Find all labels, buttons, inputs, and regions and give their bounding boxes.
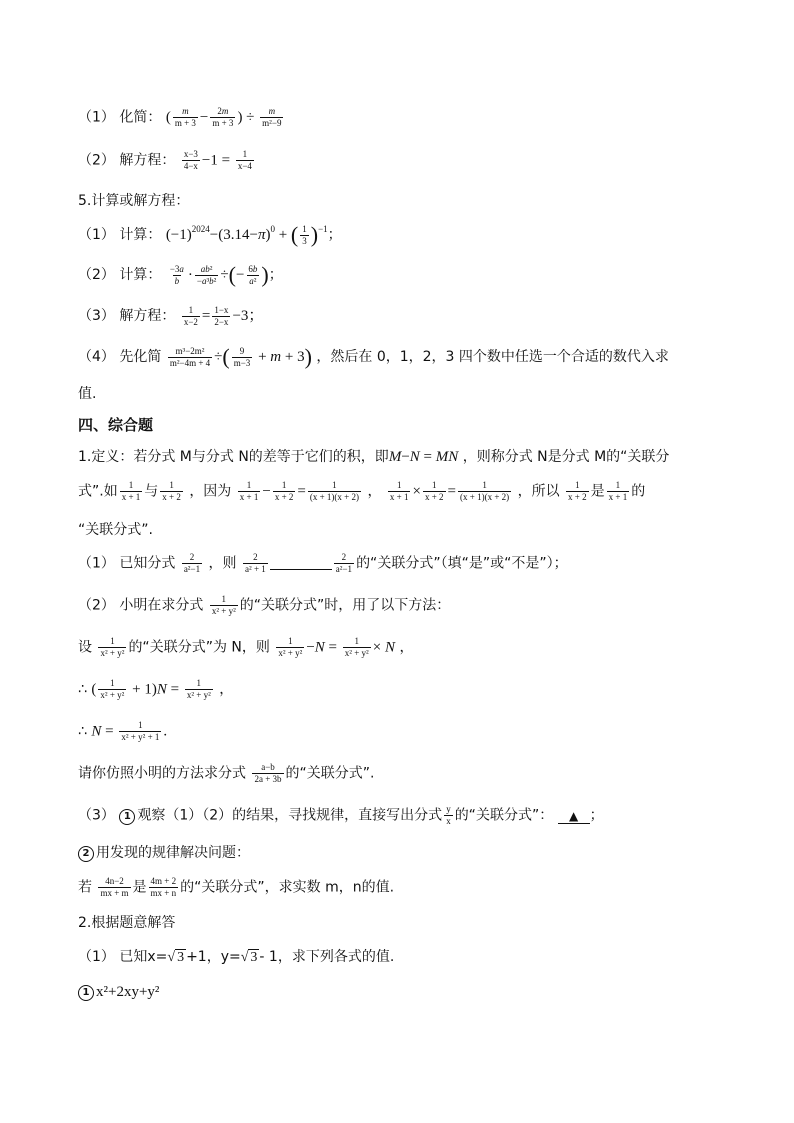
- text-line: ∴ ( $\frac{1}{\text{x² + y²}}$ + 1)N = $\frac{1}{\text{x² + y²}}$ ，: [78, 678, 234, 700]
- problem-line: （3） 1 观察（1）（2）的结果，寻找规律，直接写出分式 $\frac{y}{x}$ 的“关联分式”： ▲ ；: [78, 804, 604, 826]
- text-line: ∴ N = $\frac{1}{\text{x² + y² + 1}}$ .: [78, 720, 168, 742]
- problem-line: （1） 化简： ( $\frac{m}{m + 3}$ − $\frac{2m}{m + 3}$ ) ÷ $\frac{m}{\text{m²−9}}$: [78, 106, 282, 128]
- problem-line: （4） 先化简 $\frac{\text{m³−2m²}}{\text{m²−4m + 4}}$ ÷( $\frac{9}{m-3}$ + m + 3) ，然后在 0，1，2，3 四个数中任选一个合适的数代入求: [78, 344, 669, 369]
- problem-line: （2） 小明在求分式 $\frac{1}{\text{x² + y²}}$ 的“关联分式”时，用了以下方法：: [78, 594, 451, 616]
- problem-line: （1） 计算： $(-1)^{2024}-(3.14-\pi)^0$ + ( $\frac{1}{3}$ )$^{-1}$；: [78, 222, 342, 247]
- text-line: 请你仿照小明的方法求分式 $\frac{a-b}{2a + 3b}$ 的“关联分式”.: [78, 762, 375, 784]
- circled-number: 1: [119, 809, 135, 825]
- circled-number: 1: [78, 985, 94, 1001]
- text-line: 若 $\frac{4n-2}{mx + m}$ 是 $\frac{4m + 2}{mx + n}$ 的“关联分式”，求实数 m，n的值.: [78, 876, 395, 898]
- text-line: 1 x²+2xy+y²: [78, 984, 159, 1001]
- text-line: 设 $\frac{1}{\text{x² + y²}}$ 的“关联分式”为 N，则 $\frac{1}{\text{x² + y²}}$ −N = $\frac{1}{\text{x² + y²}}$ × N ，: [78, 636, 414, 658]
- question-title: 5.计算或解方程：: [78, 193, 190, 209]
- fill-blank[interactable]: [270, 569, 332, 570]
- text-line: 1.定义：若分式 M与分式 N的差等于它们的积，即M−N = MN ，则称分式 N是分式 M的“关联分: [78, 449, 670, 465]
- answer-blank[interactable]: ▲: [558, 809, 590, 824]
- section-heading: 四、综合题: [78, 416, 154, 434]
- text-line: “关联分式”.: [78, 522, 153, 538]
- question-title: 2.根据题意解答: [78, 915, 176, 931]
- problem-line: （2） 计算： $\frac{-3a}{b}$ · $\frac{\text{ab²}}{\text{−a³b²}}$ ÷(− $\frac{6b}{\text{a²}}$ )；: [78, 262, 283, 287]
- problem-line: （2） 解方程： $\frac{x-3}{4-x}$ −1 = $\frac{1}{x-4}$: [78, 149, 252, 171]
- circled-number: 2: [78, 846, 94, 862]
- problem-line: （1） 已知分式 $\frac{2}{\text{a²−1}}$ ，则 $\frac{2}{\text{a² + 1}}$ $\frac{2}{\text{a²−1}}$ 的“关联分式”（填“是”或“不是”）；: [78, 552, 568, 574]
- problem-line: （3） 解方程： $\frac{1}{x-2}$ = $\frac{1-x}{2-x}$ −3；: [78, 304, 264, 327]
- text-line: 式”.如 $\frac{1}{x + 1}$ 与 $\frac{1}{x + 2}$ ，因为 $\frac{1}{x + 1}$ − $\frac{1}{x + 2}$ = $\frac{1}{(x + 1)(x + 2)}$ ， $\frac{1}{x + 1}$ × $\frac{1}{x + 2}$ = $\frac{1}{(x + 1)(x + 2)}$ ，所以 $\frac{1}{x + 2}$ 是 $\frac{1}{x + 1}$ 的: [78, 480, 646, 502]
- problem-line: （1） 已知x=√ 3 +1，y=√ 3 - 1，求下列各式的值.: [78, 949, 395, 965]
- text-line: 2 用发现的规律解决问题：: [78, 842, 250, 862]
- text-line: 值.: [78, 386, 97, 402]
